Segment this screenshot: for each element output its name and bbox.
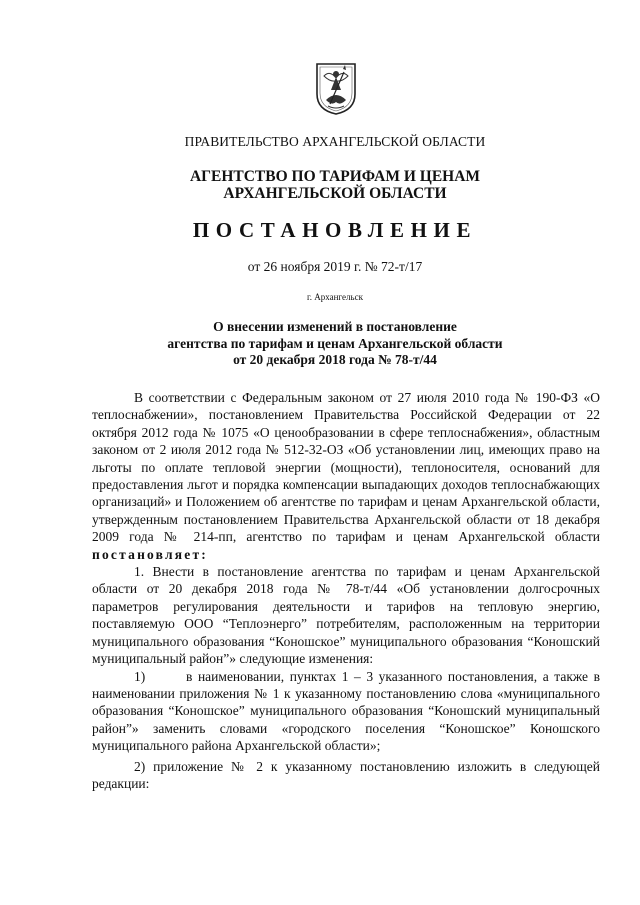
- coat-of-arms-emblem: [314, 60, 358, 116]
- subject-line1: О внесении изменений в постановление: [213, 319, 457, 334]
- subject-line2: агентства по тарифам и ценам Архангельской области: [167, 335, 503, 351]
- subitem-2-paragraph: 2) приложение № 2 к указанному постановлению изложить в следующей редакции:: [92, 758, 600, 791]
- preamble-text: В соответствии с Федеральным законом от 27 июля 2010 года № 190-ФЗ «О теплоснабжении», постановлением Правительства Российской Федерации от 22 октября 2012 года № 1075 «О ценообразовании в сфере теплоснабжения», областным законом от 2 июля 2012 года № 512-32-ОЗ «Об установлении лиц, имеющих право на льготы по оплате тепловой энергии (мощности), теплоносителя, оснований для предоставления льгот и порядка компенсации выпадающих доходов теплоснабжающих организаций» и Положением об агентстве по тарифам и ценам Архангельской области, утвержденным постановлением Правительства Архангельской области от 18 декабря 2009 года № 214-пп, агентство по тарифам и ценам Архангельской области: [92, 390, 600, 545]
- document-subject: [0, 319, 640, 369]
- agency-name-line2: АРХАНГЕЛЬСКОЙ ОБЛАСТИ: [223, 185, 447, 202]
- subitem-1-text: в наименовании, пунктах 1 – 3 указанного постановления, а также в наименовании приложения № 1 к указанному постановлению слова «муниципального образования “Коношское” муниципального образования “Коношский муниципальный район”» заменить словами «городского поселения “Коношское” Коношского муниципального района Архангельской области»;: [92, 668, 600, 754]
- agency-name: [0, 168, 640, 202]
- document-city: г. Архангельск: [307, 292, 363, 302]
- subitem-1-paragraph: [92, 668, 600, 755]
- resolves-keyword: постановляет:: [92, 546, 208, 562]
- document-date-number: от 26 ноября 2019 г. № 72-т/17: [247, 259, 423, 274]
- government-name: ПРАВИТЕЛЬСТВО АРХАНГЕЛЬСКОЙ ОБЛАСТИ: [184, 134, 486, 149]
- subject-line3: от 20 декабря 2018 года № 78-т/44: [233, 352, 437, 367]
- preamble-paragraph: [92, 389, 600, 563]
- document-type-title: ПОСТАНОВЛЕНИЕ: [192, 218, 478, 242]
- item-1-paragraph: 1. Внести в постановление агентства по тарифам и ценам Архангельской области от 20 декабря 2018 года № 78-т/44 «Об установлении долгосрочных параметров регулирования деятельности и тарифов на тепловую энергию, поставляемую ООО “Теплоэнерго” потребителям, расположенным на территории муниципального образования “Коношское” муниципального образования “Коношский муниципальный район”» следующие изменения:: [92, 564, 600, 667]
- document-body: [92, 389, 600, 792]
- subitem-1-number: 1): [134, 668, 146, 684]
- agency-name-line1: АГЕНТСТВО ПО ТАРИФАМ И ЦЕНАМ: [189, 168, 481, 185]
